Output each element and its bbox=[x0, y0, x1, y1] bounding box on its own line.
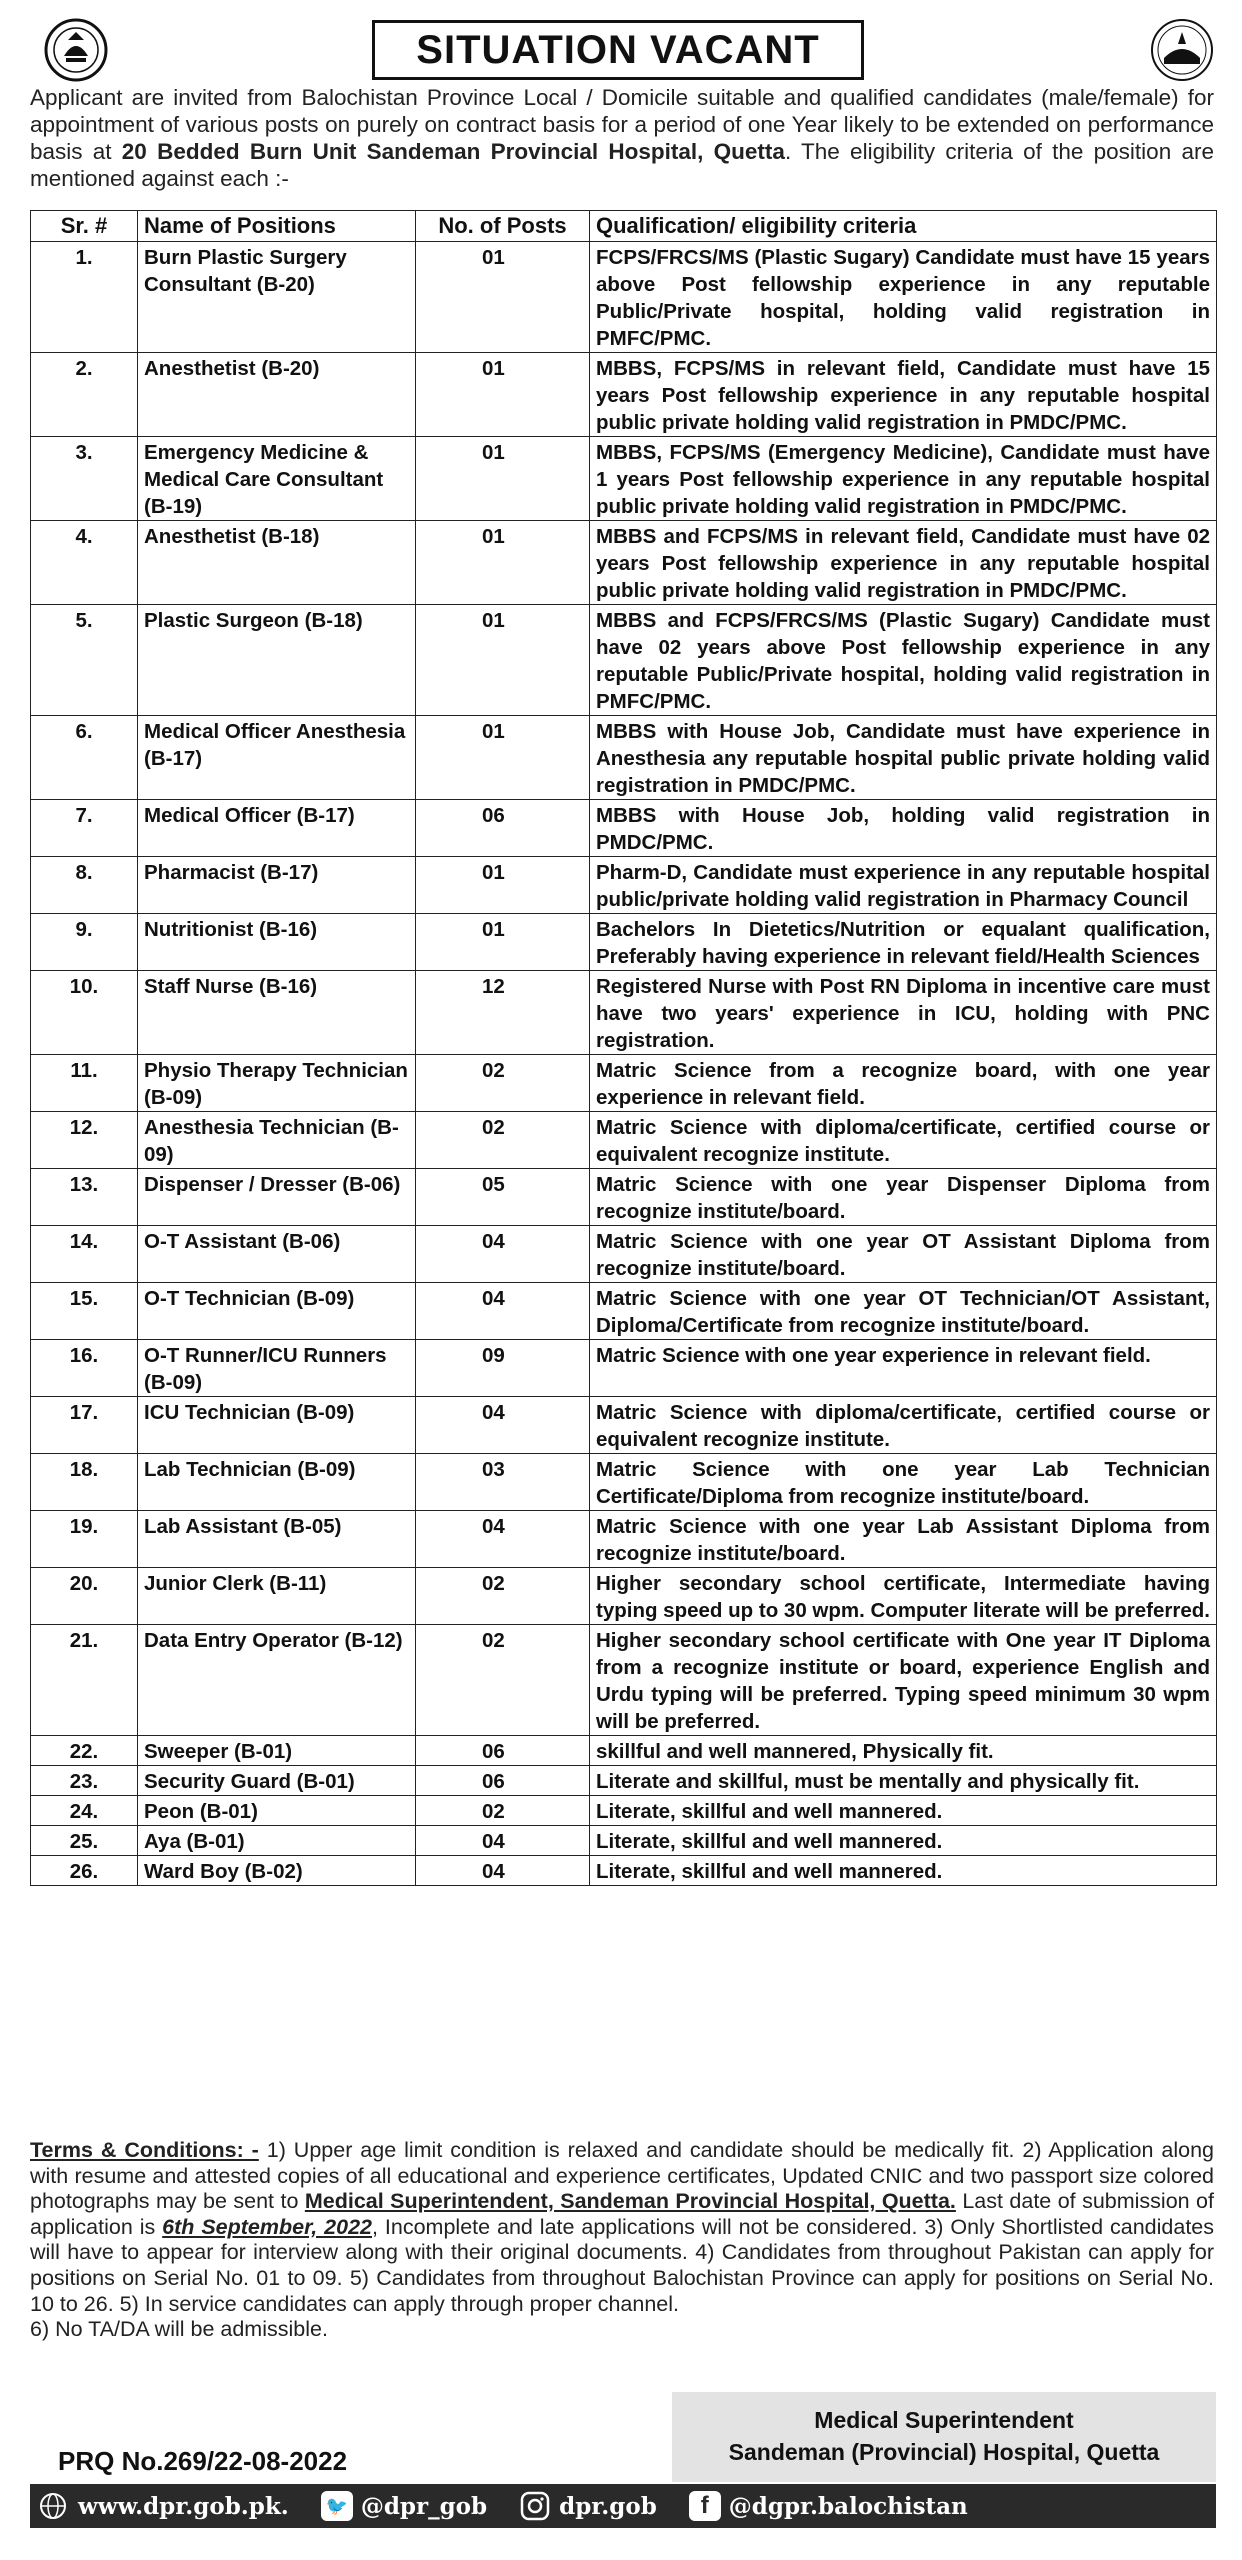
cell-qualification: Matric Science with diploma/certificate, certified course or equivalent recognize institute. bbox=[590, 1397, 1217, 1454]
cell-position-name: Peon (B-01) bbox=[138, 1796, 416, 1826]
cell-sr: 12. bbox=[31, 1112, 138, 1169]
table-row bbox=[31, 437, 1217, 521]
facebook-icon: f bbox=[689, 2491, 721, 2521]
cell-qualification: Matric Science from a recognize board, with one year experience in relevant field. bbox=[590, 1055, 1217, 1112]
cell-position-name: Anesthetist (B-20) bbox=[138, 353, 416, 437]
table-row bbox=[31, 1856, 1217, 1886]
health-department-emblem-icon bbox=[1150, 18, 1214, 82]
cell-sr: 19. bbox=[31, 1511, 138, 1568]
cell-position-name: Physio Therapy Technician (B-09) bbox=[138, 1055, 416, 1112]
cell-qualification: Literate, skillful and well mannered. bbox=[590, 1826, 1217, 1856]
cell-position-name: Nutritionist (B-16) bbox=[138, 914, 416, 971]
instagram-handle: dpr.gob bbox=[559, 2492, 657, 2520]
cell-posts: 01 bbox=[416, 437, 590, 521]
cell-sr: 26. bbox=[31, 1856, 138, 1886]
cell-qualification: Matric Science with one year OT Assistant Diploma from recognize institute/board. bbox=[590, 1226, 1217, 1283]
cell-sr: 8. bbox=[31, 857, 138, 914]
cell-sr: 23. bbox=[31, 1766, 138, 1796]
signature-title: Medical Superintendent bbox=[814, 2407, 1074, 2433]
table-body bbox=[31, 242, 1217, 1886]
cell-position-name: Medical Officer (B-17) bbox=[138, 800, 416, 857]
footer-bar bbox=[30, 2484, 1216, 2528]
cell-position-name: O-T Technician (B-09) bbox=[138, 1283, 416, 1340]
cell-position-name: Plastic Surgeon (B-18) bbox=[138, 605, 416, 716]
cell-position-name: ICU Technician (B-09) bbox=[138, 1397, 416, 1454]
header-name: Name of Positions bbox=[138, 211, 416, 242]
table-row bbox=[31, 857, 1217, 914]
terms-label: Terms & Conditions: - bbox=[30, 2138, 259, 2162]
globe-icon bbox=[36, 2491, 70, 2521]
cell-qualification: Registered Nurse with Post RN Diploma in incentive care must have two years' experience in ICU, holding with PNC registration. bbox=[590, 971, 1217, 1055]
cell-position-name: Pharmacist (B-17) bbox=[138, 857, 416, 914]
cell-qualification: skillful and well mannered, Physically fit. bbox=[590, 1736, 1217, 1766]
table-row bbox=[31, 1736, 1217, 1766]
terms-text-4: 6) No TA/DA will be admissible. bbox=[30, 2317, 328, 2342]
cell-position-name: Aya (B-01) bbox=[138, 1826, 416, 1856]
cell-qualification: Matric Science with one year experience in relevant field. bbox=[590, 1340, 1217, 1397]
table-row bbox=[31, 1169, 1217, 1226]
cell-qualification: Matric Science with one year OT Technician/OT Assistant, Diploma/Certificate from recognize institute/board. bbox=[590, 1283, 1217, 1340]
cell-posts: 12 bbox=[416, 971, 590, 1055]
cell-posts: 05 bbox=[416, 1169, 590, 1226]
cell-posts: 06 bbox=[416, 1766, 590, 1796]
table-row bbox=[31, 353, 1217, 437]
cell-sr: 9. bbox=[31, 914, 138, 971]
cell-position-name: Lab Assistant (B-05) bbox=[138, 1511, 416, 1568]
footer-website[interactable] bbox=[30, 2491, 289, 2521]
footer-instagram[interactable] bbox=[519, 2491, 657, 2521]
cell-posts: 01 bbox=[416, 242, 590, 353]
cell-posts: 01 bbox=[416, 521, 590, 605]
cell-posts: 01 bbox=[416, 914, 590, 971]
table-row bbox=[31, 1568, 1217, 1625]
cell-posts: 02 bbox=[416, 1568, 590, 1625]
cell-posts: 04 bbox=[416, 1226, 590, 1283]
intro-text-1: Applicant are invited from Balochistan Province Local / Domicile suitable and qualified candidates (male/female) for appointment of various posts on purely on contract basis for a period of one Year likely to be extended on performance basis at bbox=[30, 85, 1214, 164]
table-row bbox=[31, 800, 1217, 857]
cell-posts: 06 bbox=[416, 1736, 590, 1766]
table-row bbox=[31, 1397, 1217, 1454]
cell-qualification: Higher secondary school certificate with One year IT Diploma from a recognize institute or board, experience English and Urdu typing will be preferred. Typing speed minimum 30 wpm will be preferred. bbox=[590, 1625, 1217, 1736]
page-title: SITUATION VACANT bbox=[372, 20, 864, 80]
cell-sr: 2. bbox=[31, 353, 138, 437]
cell-qualification: Matric Science with one year Dispenser Diploma from recognize institute/board. bbox=[590, 1169, 1217, 1226]
cell-position-name: Sweeper (B-01) bbox=[138, 1736, 416, 1766]
cell-qualification: Literate, skillful and well mannered. bbox=[590, 1796, 1217, 1826]
cell-posts: 01 bbox=[416, 716, 590, 800]
header-qualification: Qualification/ eligibility criteria bbox=[590, 211, 1217, 242]
cell-posts: 04 bbox=[416, 1826, 590, 1856]
cell-qualification: MBBS and FCPS/FRCS/MS (Plastic Sugary) Candidate must have 02 years above Post fellowship experience in any reputable Public/Private hospital, holding valid registration in PMFC/PMC. bbox=[590, 605, 1217, 716]
cell-posts: 02 bbox=[416, 1112, 590, 1169]
table-row bbox=[31, 1112, 1217, 1169]
cell-posts: 02 bbox=[416, 1796, 590, 1826]
terms-text-2: Last date of submission of application is bbox=[30, 2189, 1214, 2239]
cell-position-name: Anesthetist (B-18) bbox=[138, 521, 416, 605]
cell-position-name: Ward Boy (B-02) bbox=[138, 1856, 416, 1886]
cell-posts: 01 bbox=[416, 353, 590, 437]
terms-text-3: , Incomplete and late applications will not be considered. 3) Only Shortlisted candidates will have to appear for interview along with their original documents. 4) Candidates from throughout Pakistan can apply for positions on Serial No. 01 to 09. 5) Candidates from throughout Balochistan Province can apply for positions on Serial No. 10 to 26. 5) In service candidates can apply through proper channel. bbox=[30, 2214, 1214, 2316]
table-row bbox=[31, 1340, 1217, 1397]
cell-posts: 02 bbox=[416, 1055, 590, 1112]
cell-position-name: Dispenser / Dresser (B-06) bbox=[138, 1169, 416, 1226]
cell-position-name: O-T Assistant (B-06) bbox=[138, 1226, 416, 1283]
cell-posts: 02 bbox=[416, 1625, 590, 1736]
table-row bbox=[31, 914, 1217, 971]
prq-number: PRQ No.269/22-08-2022 bbox=[58, 2446, 348, 2476]
cell-posts: 03 bbox=[416, 1454, 590, 1511]
cell-sr: 4. bbox=[31, 521, 138, 605]
table-row bbox=[31, 1625, 1217, 1736]
terms-text-1: 1) Upper age limit condition is relaxed and candidate should be medically fit. 2) Application along with resume and attested copies of all educational and experience certificates, Updated CNIC and two passport size colored photographs may be sent to bbox=[30, 2138, 1214, 2214]
cell-qualification: Matric Science with one year Lab Technician Certificate/Diploma from recognize institute/board. bbox=[590, 1454, 1217, 1511]
cell-qualification: MBBS, FCPS/MS in relevant field, Candidate must have 15 years Post fellowship experience in any reputable hospital public private holding valid registration in PMDC/PMC. bbox=[590, 353, 1217, 437]
cell-position-name: Staff Nurse (B-16) bbox=[138, 971, 416, 1055]
cell-qualification: MBBS, FCPS/MS (Emergency Medicine), Candidate must have 1 years Post fellowship experience in any reputable hospital public private holding valid registration in PMDC/PMC. bbox=[590, 437, 1217, 521]
cell-posts: 04 bbox=[416, 1511, 590, 1568]
cell-position-name: O-T Runner/ICU Runners (B-09) bbox=[138, 1340, 416, 1397]
cell-position-name: Lab Technician (B-09) bbox=[138, 1454, 416, 1511]
cell-sr: 1. bbox=[31, 242, 138, 353]
table-row bbox=[31, 605, 1217, 716]
cell-sr: 15. bbox=[31, 1283, 138, 1340]
instagram-icon bbox=[519, 2491, 551, 2521]
intro-hospital: 20 Bedded Burn Unit Sandeman Provincial Hospital, Quetta bbox=[121, 139, 785, 164]
cell-position-name: Junior Clerk (B-11) bbox=[138, 1568, 416, 1625]
table-row bbox=[31, 1826, 1217, 1856]
positions-table bbox=[30, 210, 1217, 1886]
cell-sr: 13. bbox=[31, 1169, 138, 1226]
submission-address: Medical Superintendent, Sandeman Provincial Hospital, Quetta. bbox=[304, 2189, 956, 2214]
table-row bbox=[31, 1511, 1217, 1568]
cell-sr: 6. bbox=[31, 716, 138, 800]
cell-posts: 09 bbox=[416, 1340, 590, 1397]
header-posts: No. of Posts bbox=[416, 211, 590, 242]
table-row bbox=[31, 1796, 1217, 1826]
table-row bbox=[31, 1226, 1217, 1283]
signature-hospital: Sandeman (Provincial) Hospital, Quetta bbox=[728, 2439, 1160, 2465]
cell-position-name: Data Entry Operator (B-12) bbox=[138, 1625, 416, 1736]
footer-facebook[interactable] bbox=[689, 2491, 968, 2521]
cell-sr: 20. bbox=[31, 1568, 138, 1625]
cell-position-name: Security Guard (B-01) bbox=[138, 1766, 416, 1796]
cell-sr: 3. bbox=[31, 437, 138, 521]
table-header-row bbox=[31, 211, 1217, 242]
facebook-handle: @dgpr.balochistan bbox=[728, 2492, 968, 2520]
cell-position-name: Burn Plastic Surgery Consultant (B-20) bbox=[138, 242, 416, 353]
cell-sr: 14. bbox=[31, 1226, 138, 1283]
cell-posts: 04 bbox=[416, 1283, 590, 1340]
cell-qualification: Literate, skillful and well mannered. bbox=[590, 1856, 1217, 1886]
cell-sr: 10. bbox=[31, 971, 138, 1055]
cell-posts: 06 bbox=[416, 800, 590, 857]
table-row bbox=[31, 1055, 1217, 1112]
cell-qualification: MBBS with House Job, Candidate must have experience in Anesthesia any reputable hospital public private holding valid registration in PMDC/PMC. bbox=[590, 716, 1217, 800]
balochistan-emblem-icon bbox=[44, 18, 108, 82]
cell-sr: 16. bbox=[31, 1340, 138, 1397]
table-row bbox=[31, 971, 1217, 1055]
twitter-handle: @dpr_gob bbox=[360, 2492, 488, 2520]
cell-qualification: Pharm-D, Candidate must experience in any reputable hospital public/private holding valid registration in Pharmacy Council bbox=[590, 857, 1217, 914]
intro-paragraph bbox=[30, 84, 1214, 192]
website-text: www.dpr.gob.pk. bbox=[78, 2492, 289, 2520]
table-row bbox=[31, 1454, 1217, 1511]
cell-sr: 18. bbox=[31, 1454, 138, 1511]
cell-sr: 22. bbox=[31, 1736, 138, 1766]
cell-sr: 21. bbox=[31, 1625, 138, 1736]
intro-text-2: . The eligibility criteria of the position are mentioned against each :- bbox=[30, 139, 1214, 191]
cell-qualification: MBBS and FCPS/MS in relevant field, Candidate must have 02 years Post fellowship experience in any reputable hospital public private holding valid registration in PMDC/PMC. bbox=[590, 521, 1217, 605]
cell-position-name: Medical Officer Anesthesia (B-17) bbox=[138, 716, 416, 800]
header-sr: Sr. # bbox=[31, 211, 138, 242]
cell-sr: 17. bbox=[31, 1397, 138, 1454]
cell-qualification: Matric Science with one year Lab Assistant Diploma from recognize institute/board. bbox=[590, 1511, 1217, 1568]
cell-qualification: MBBS with House Job, holding valid registration in PMDC/PMC. bbox=[590, 800, 1217, 857]
cell-posts: 04 bbox=[416, 1856, 590, 1886]
footer-twitter[interactable] bbox=[321, 2491, 487, 2521]
cell-sr: 24. bbox=[31, 1796, 138, 1826]
twitter-icon: 🐦 bbox=[321, 2491, 353, 2521]
terms-and-conditions bbox=[30, 2138, 1214, 2343]
cell-qualification: Literate and skillful, must be mentally and physically fit. bbox=[590, 1766, 1217, 1796]
cell-sr: 11. bbox=[31, 1055, 138, 1112]
cell-qualification: Matric Science with diploma/certificate, certified course or equivalent recognize institute. bbox=[590, 1112, 1217, 1169]
cell-position-name: Anesthesia Technician (B-09) bbox=[138, 1112, 416, 1169]
cell-sr: 5. bbox=[31, 605, 138, 716]
cell-position-name: Emergency Medicine & Medical Care Consultant (B-19) bbox=[138, 437, 416, 521]
table-row bbox=[31, 1766, 1217, 1796]
cell-sr: 25. bbox=[31, 1826, 138, 1856]
table-row bbox=[31, 1283, 1217, 1340]
table-row bbox=[31, 716, 1217, 800]
cell-posts: 01 bbox=[416, 857, 590, 914]
cell-sr: 7. bbox=[31, 800, 138, 857]
last-date: 6th September, 2022 bbox=[162, 2214, 373, 2239]
table-row bbox=[31, 242, 1217, 353]
cell-posts: 04 bbox=[416, 1397, 590, 1454]
cell-posts: 01 bbox=[416, 605, 590, 716]
table-row bbox=[31, 521, 1217, 605]
cell-qualification: Higher secondary school certificate, Intermediate having typing speed up to 30 wpm. Computer literate will be preferred. bbox=[590, 1568, 1217, 1625]
cell-qualification: Bachelors In Dietetics/Nutrition or equalant qualification, Preferably having experience in relevant field/Health Sciences bbox=[590, 914, 1217, 971]
cell-qualification: FCPS/FRCS/MS (Plastic Sugary) Candidate must have 15 years above Post fellowship experience in any reputable Public/Private hospital, holding valid registration in PMFC/PMC. bbox=[590, 242, 1217, 353]
signature-block bbox=[672, 2392, 1216, 2482]
